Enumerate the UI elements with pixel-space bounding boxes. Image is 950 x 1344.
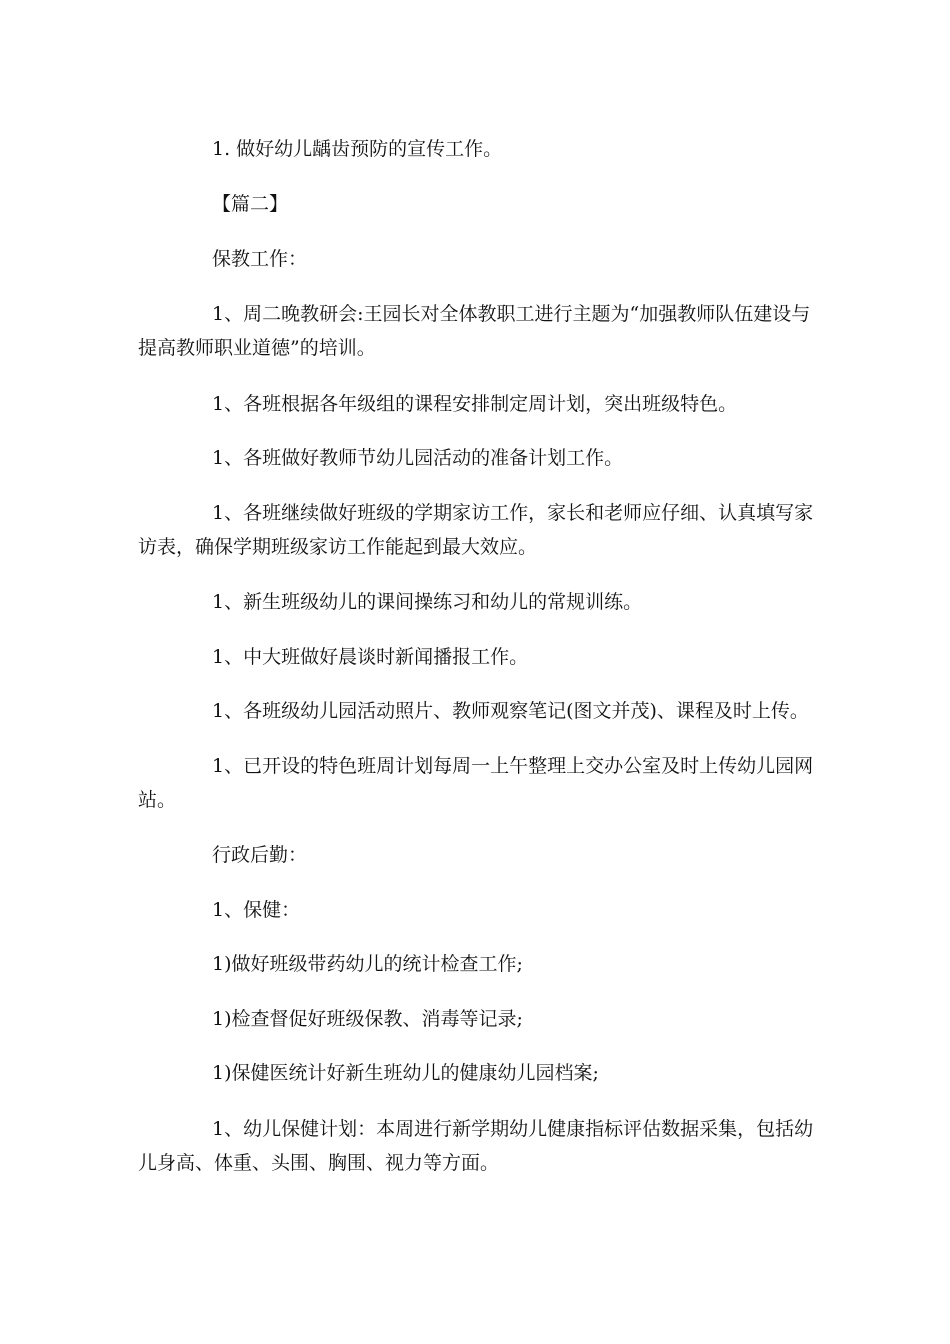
paragraph-health-files: 1)保健医统计好新生班幼儿的健康幼儿园档案; [212, 1062, 599, 1084]
paragraph-caries-prevention: 1. 做好幼儿龋齿预防的宣传工作。 [212, 138, 503, 160]
heading-admin-logistics: 行政后勤： [212, 844, 308, 866]
paragraph-disinfection-records: 1)检查督促好班级保教、消毒等记录; [212, 1008, 523, 1030]
paragraph-weekly-plan: 1、各班根据各年级组的课程安排制定周计划，突出班级特色。 [212, 393, 738, 415]
paragraph-health-plan: 1、幼儿保健计划：本周进行新学期幼儿健康指标评估数据采集，包括幼儿身高、体重、头围、胸围、视力等方面。 [138, 1118, 814, 1174]
paragraph-exercise-training: 1、新生班级幼儿的课间操练习和幼儿的常规训练。 [212, 591, 643, 613]
paragraph-medicine-check: 1)做好班级带药幼儿的统计检查工作; [212, 953, 523, 975]
paragraph-teaching-seminar: 1、周二晚教研会:王园长对全体教职工进行主题为“加强教师队伍建设与提高教师职业道德”的培训。 [138, 303, 811, 359]
heading-health-care: 1、保健： [212, 899, 301, 921]
section-heading-part-two: 【篇二】 [212, 193, 289, 215]
paragraph-news-report: 1、中大班做好晨谈时新闻播报工作。 [212, 646, 529, 668]
paragraph-teachers-day: 1、各班做好教师节幼儿园活动的准备计划工作。 [212, 447, 624, 469]
paragraph-photo-upload: 1、各班级幼儿园活动照片、教师观察笔记(图文并茂)、课程及时上传。 [212, 700, 809, 722]
paragraph-home-visits: 1、各班继续做好班级的学期家访工作，家长和老师应仔细、认真填写家访表，确保学期班级家访工作能起到最大效应。 [138, 502, 814, 558]
heading-teaching-work: 保教工作： [212, 248, 308, 270]
paragraph-special-class: 1、已开设的特色班周计划每周一上午整理上交办公室及时上传幼儿园网站。 [138, 755, 814, 811]
